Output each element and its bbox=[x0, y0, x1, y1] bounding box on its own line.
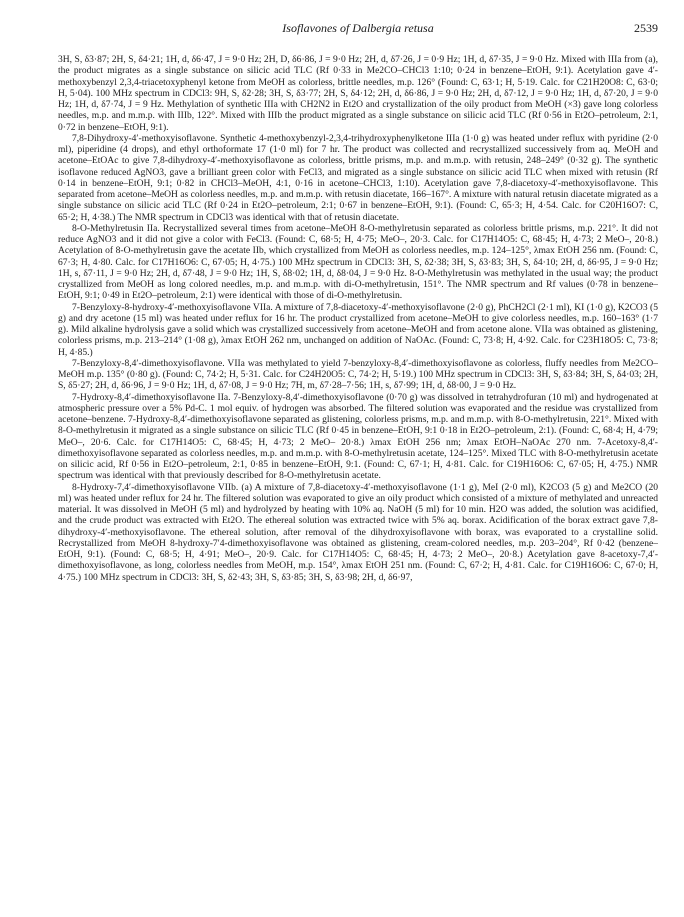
paragraph-8-o-methylretusin: 8-O-Methylretusin IIa. Recrystallized several times from acetone–MeOH 8-O-methylretusin separated as colorless brittle prisms, m.p. 221°. It did not reduce AgNO3 and it did not give a color with FeCl3. (Found: C, 68·5; H, 4·75; MeO–, 20·3. Calc. for C17H14O5: C, 68·45; H, 4·73; 2 MeO–, 20·8.) Acetylation of 8-O-methylretusin gave the acetate IIb, which crystallized from MeOH as colorless needles, m.p. 124–125°, λmax EtOH 256 nm. (Found: C, 67·3; H, 4·80. Calc. for C17H16O6: C, 67·05; H, 4·75.) 100 MHz spectrum in CDCl3: 3H, S, δ2·38; 3H, S, δ3·83; 3H, S, δ4·10; 2H, d, δ6·95, J = 9·0 Hz; 1H, s, δ7·11, J = 9·0 Hz; 2H, d, δ7·48, J = 9·0 Hz; 1H, S, δ8·02; 1H, d, δ8·04, J = 9·0 Hz. 8-O-Methylretusin was methylated in the usual way; the product crystallized from MeOH as long colored needles, m.p. and m.m.p. with di-O-methylretusin, 151°. The NMR spectrum and Rf values (0·78 in benzene–EtOH, 9:1; 0·49 in Et2O–petroleum, 2:1) were identical with those of di-O-methylretusin. bbox=[58, 222, 658, 302]
page-number: 2539 bbox=[634, 21, 658, 35]
paragraph-benzyl-ketone-continued: 3H, S, δ3·87; 2H, S, δ4·21; 1H, d, δ6·47, J = 9·0 Hz; 2H, D, δ6·86, J = 9·0 Hz; 2H, d, δ7·26, J = 0·9 Hz; 1H, d, δ7·35, J = 9·0 Hz. Mixed with IIIa from (a), the product migrates as a single substance on silicic acid TLC (Rf 0·33 in Me2CO–CHCl3 1:10; 0·24 in benzene–EtOH, 9:1). Acetylation gave 4′-methoxybenzyl 2,3,4-triacetoxyphenyl ketone from MeOH as colorless, brittle needles, m.p. 126° (Found: C, 63·1; H, 5·19. Calc. for C21H20O8: C, 63·0; H, 5·04). 100 MHz spectrum in CDCl3: 9H, S, δ2·28; 3H, S, δ3·77; 2H, S, δ4·12; 2H, d, δ6·86, J = 9·0 Hz; 2H, d, δ7·12, J = 9·0 Hz; 1H, d, δ7·20, J = 9·0 Hz; 1H, d, δ7·74, J = 9 Hz. Methylation of synthetic IIIa with CH2N2 in Et2O and crystallization of the oily product from MeOH (×3) gave long colorless needles, m.p. and m.m.p. with IIIb, 122°. Mixed with IIIb the product migrated as a single substance on silicic acid TLC (Rf 0·56 in Et2O–petroleum, 2:1, 0·72 in benzene–EtOH, 9:1). bbox=[58, 54, 658, 133]
running-title: Isoflavones of Dalbergia retusa bbox=[282, 21, 434, 35]
paragraph-7-benzyloxy-8-hydroxy: 7-Benzyloxy-8-hydroxy-4′-methoxyisoflavone VIIa. A mixture of 7,8-diacetoxy-4′-methoxyisoflavone (2·0 g), PhCH2Cl (2·1 ml), KI (1·0 g), K2CO3 (5 g) and dry acetone (15 ml) was heated under reflux for 16 hr. The product crystallized from acetone–MeOH to give colorless needles, m.p. 160–163° (1·7 g). Mild alkaline hydrolysis gave a solid which was crystallized successively from acetone–MeOH and from acetone alone. VIIa was obtained as glistening, colorless prisms, m.p. 213–214° (1·08 g), λmax EtOH 262 nm, unchanged on addition of NaOAc. (Found: C, 73·8; H, 4·92. Calc. for C23H18O5: C, 73·8; H, 4·85.) bbox=[58, 301, 658, 358]
paragraph-7-hydroxy-8-4-dimethoxy: 7-Hydroxy-8,4′-dimethoxyisoflavone IIa. 7-Benzyloxy-8,4′-dimethoxyisoflavone (0·70 g) was dissolved in tetrahydrofuran (10 ml) and hydrogenated at atmospheric pressure over a 5% Pd-C. 1 mol equiv. of hydrogen was absorbed. The filtered solution was evaporated and the residue was crystallized from acetone–benzene. 7-Hydroxy-8,4′-dimethoxyisoflavone separated as glistening, colorless prisms, m.p. and m.m.p. with 8-O-methylretusin, 221°. Mixed with 8-O-methylretusin it migrated as a single substance on silicic TLC (Rf 0·45 in benzene–EtOH, 9:1 0·18 in Et2O–petroleum, 2:1). (Found: C, 68·4; H, 4·79; MeO–, 20·6. Calc. for C17H14O5: C, 68·45; H, 4·73; 2 MeO– 20·8.) λmax EtOH 256 nm; λmax EtOH–NaOAc 270 nm. 7-Acetoxy-8,4′-dimethoxyisoflavone separated as colorless needles, m.p. and m.m.p. with 8-O-methylretusin acetate, 124–125°. Mixed TLC with 8-O-methylretusin acetate on silicic acid, Rf 0·56 in Et2O–petroleum, 2:1, 0·85 in benzene–EtOH, 9:1. (Found: C, 67·1; H, 4·81. Calc. for C19H16O6: C, 67·05; H, 4·75.) NMR spectrum was identical with that previously described for 8-O-methylretusin acetate. bbox=[58, 391, 658, 482]
article-body bbox=[58, 54, 658, 911]
paragraph-7-8-dihydroxy-isoflavone: 7,8-Dihydroxy-4′-methoxyisoflavone. Synthetic 4-methoxybenzyl-2,3,4-trihydroxyphenylketone IIIa (1·0 g) was heated under reflux with pyridine (2·0 ml), piperidine (4 drops), and ethyl orthoformate 17 (1·0 ml) for 7 hr. The product was collected and recrystallized successively from aq. MeOH and acetone–EtOAc to give 7,8-dihydroxy-4′-methoxyisoflavone as colorless, brittle prisms, m.p. and m.m.p. with retusin, 248–249° (0·32 g). The synthetic isoflavone reduced AgNO3, gave a brilliant green color with FeCl3, and migrated as a single substance on silicic acid TLC when mixed with retusin (Rf 0·14 in benzene–EtOH, 9:1; 0·82 in CHCl3–MeOH, 4:1, 0·16 in acetone–CHCl3, 1:10). Acetylation gave 7,8-diacetoxy-4′-methoxyisoflavone. This separated from acetone–MeOH as colorless needles, m.p. and m.m.p. with retusin diacetate, 166–167°. A mixture with natural retusin diacetate migrated as a single substance on silicic acid TLC (Rf 0·24 in Et2O–petroleum, 2:1; 0·67 in benzene–EtOH, 9:1). (Found: C, 65·3; H, 4·54. Calc. for C20H16O7: C, 65·2; H, 4·38.) The NMR spectrum in CDCl3 was identical with that of retusin diacetate. bbox=[58, 132, 658, 223]
paragraph-7-benzyloxy-8-4-dimethoxy: 7-Benzyloxy-8,4′-dimethoxyisoflavone. VIIa was methylated to yield 7-benzyloxy-8,4′-dimethoxyisoflavone as colorless, fluffy needles from Me2CO–MeOH m.p. 135° (0·80 g). (Found: C, 74·2; H, 5·31. Calc. for C24H20O5: C, 74·2; H, 5·19.) 100 MHz spectrum in CDCl3: 3H, S, δ3·84; 3H, S, δ4·03; 2H, S, δ5·27; 2H, d, δ6·96, J = 9·0 Hz; 1H, d, δ7·08, J = 9·0 Hz; 7H, m, δ7·28–7·56; 1H, s, δ7·99; 1H, d, δ8·00, J = 9·0 Hz. bbox=[58, 357, 658, 392]
paragraph-8-hydroxy-7-4-dimethoxy: 8-Hydroxy-7,4′-dimethoxyisoflavone VIIb. (a) A mixture of 7,8-diacetoxy-4′-methoxyisoflavone (1·1 g), MeI (2·0 ml), K2CO3 (5 g) and Me2CO (20 ml) was heated under reflux for 24 hr. The filtered solution was evaporated to give an oily product which consisted of a mixture of methylated and unreacted material. It was dissolved in MeOH (5 ml) and hydrolyzed by heating with 10% aq. NaOH (5 ml) for 10 min. H2O was added, the solution was acidified, and the crude product was extracted with Et2O. The ethereal solution was extracted twice with 5% aq. borax. Acidification of the borax extract gave 7,8-dihydroxy-4′-methoxyisoflavone. The ethereal solution, after removal of the dihydroxyisoflavone with borax, was evaporated to a crystalline solid. Recrystallized from MeOH 8-hydroxy-7′4-dimethoxyisoflavone was obtained as glistening, cream-colored needles, m.p. 203–204°, Rf 0·42 (benzene–EtOH, 9:1). (Found: C, 68·5; H, 4·91; MeO–, 20·9. Calc. for C17H14O5: C, 68·45; H, 4·73; 2 MeO–, 20·8.) Acetylation gave 8-acetoxy-7,4′-dimethoxyisoflavone, as long, colorless needles from MeOH, m.p. 154°, λmax EtOH 251 nm. (Found: C, 67·2; H, 4·81. Calc. for C19H16O6: C, 67·0; H, 4·75.) 100 MHz spectrum in CDCl3: 3H, S, δ2·43; 3H, S, δ3·85; 3H, S, δ3·98; 2H, d, δ6·97, bbox=[58, 481, 658, 583]
page-header bbox=[58, 20, 658, 36]
